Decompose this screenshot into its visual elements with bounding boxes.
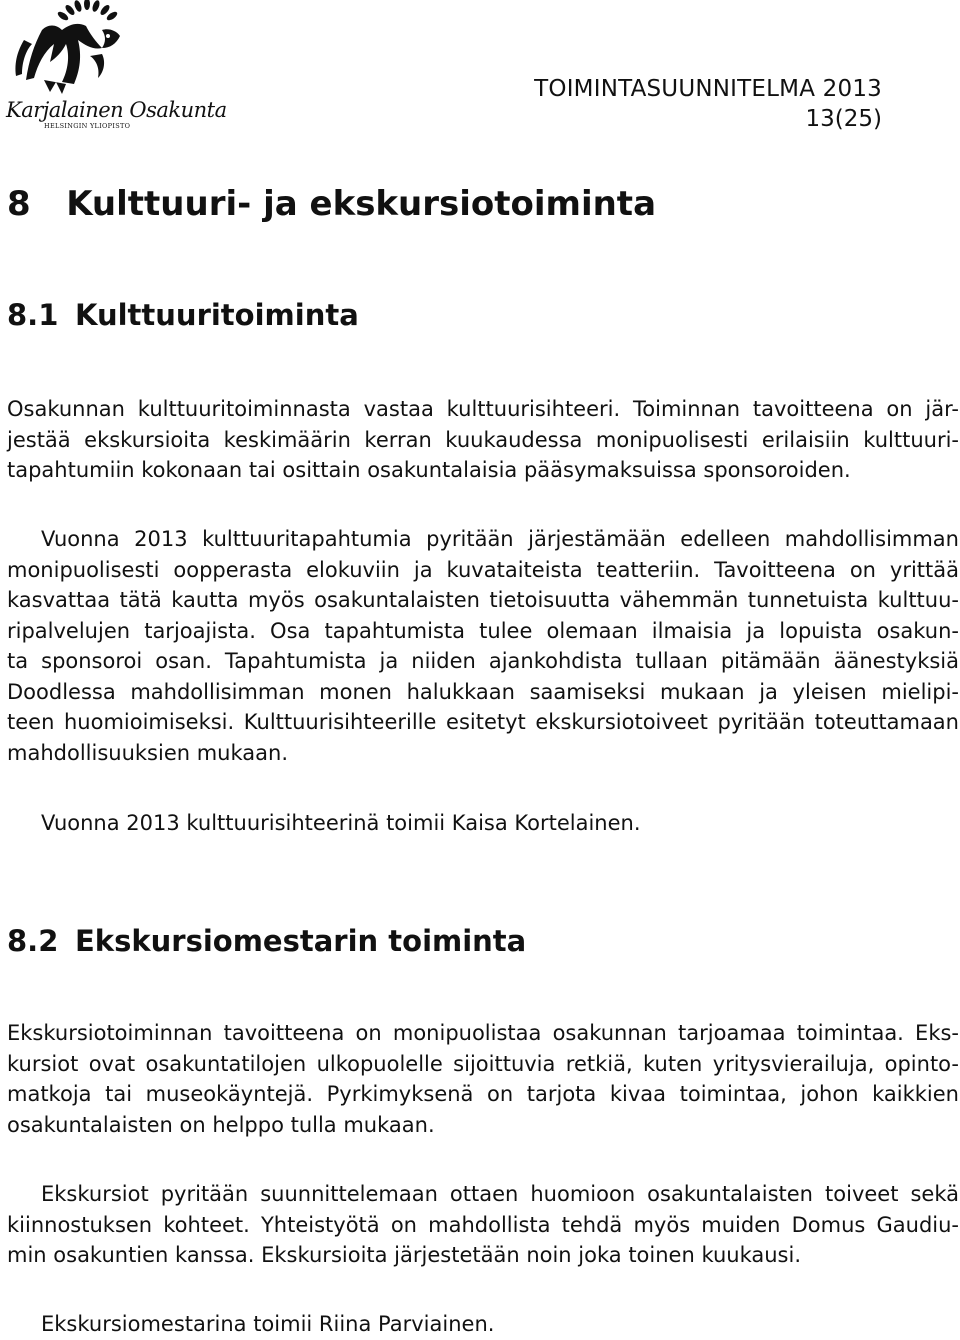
- paragraph-line: osakuntalaisten on helppo tulla mukaan.: [7, 1112, 435, 1137]
- section-8-number: 8: [7, 184, 31, 224]
- paragraph-line: kursiot ovat osakuntatilojen ulkopuolelle sijoittuvia retkiä, kuten yritysvierailuja, opinto-: [7, 1051, 959, 1076]
- paragraph-line: ta sponsoroi osan. Tapahtumista ja niiden ajankohdista tullaan pitämään äänestyksiä: [7, 649, 959, 673]
- paragraph-line: mahdollisuuksien mukaan.: [7, 740, 288, 765]
- paragraph-line: ripalvelujen tarjoajista. Osa tapahtumista tulee olemaan ilmaisia ja lopuista osakun-: [7, 618, 959, 643]
- document-title: TOIMINTASUUNNITELMA 2013: [534, 76, 882, 102]
- section-8-1-number: 8.1: [7, 298, 59, 332]
- section-8-2-paragraph-3: [7, 1309, 959, 1340]
- section-8-1-paragraph-2: [7, 524, 959, 768]
- section-8-1-paragraph-1: [7, 394, 959, 486]
- paragraph-line: tapahtumiin kokonaan tai osittain osakuntalaisia pääsymaksuissa sponsoroiden.: [7, 458, 851, 482]
- paragraph-line: Ekskursiotoiminnan tavoitteena on monipuolistaa osakunnan tarjoamaa toimintaa. Eks-: [7, 1021, 959, 1045]
- section-8-2-paragraph-1: [7, 1018, 959, 1140]
- logo-name-text: Karjalainen Osakunta: [6, 98, 227, 122]
- section-8-1-heading: [7, 298, 359, 332]
- paragraph-line: monipuolisesti oopperasta elokuviin ja kuvataiteista teatteriin. Tavoitteena on yrittää: [7, 557, 959, 582]
- paragraph-line: teen huomioimiseksi. Kulttuurisihteerille esitetyt ekskursiotoiveet pyritään toteuttamaan: [7, 710, 959, 734]
- paragraph-line: kiinnostuksen kohteet. Yhteistyötä on mahdollista tehdä myös muiden Domus Gaudiu-: [7, 1212, 959, 1237]
- section-8-2-paragraph-2: [7, 1179, 959, 1271]
- paragraph-line: Vuonna 2013 kulttuurisihteerinä toimii Kaisa Kortelainen.: [41, 811, 641, 835]
- logo-subtext: HELSINGIN YLIOPISTO: [44, 122, 131, 130]
- section-8-2-heading: [7, 924, 526, 958]
- section-8-heading: [7, 184, 656, 224]
- section-8-1-paragraph-3: [7, 808, 959, 839]
- section-8-2-number: 8.2: [7, 924, 59, 958]
- paragraph-line: Osakunnan kulttuuritoiminnasta vastaa kulttuurisihteeri. Toiminnan tavoitteena on jär-: [7, 397, 959, 421]
- paragraph-line: Ekskursiomestarina toimii Riina Parviainen.: [41, 1312, 495, 1336]
- organization-logo: [4, 0, 227, 135]
- paragraph-line: Vuonna 2013 kulttuuritapahtumia pyritään järjestämään edelleen mahdollisimman: [41, 527, 959, 551]
- section-8-title: Kulttuuri- ja ekskursiotoiminta: [66, 184, 657, 224]
- paragraph-line: Doodlessa mahdollisimman monen halukkaan saamiseksi mukaan ja yleisen mielipi-: [7, 679, 959, 704]
- section-8-1-title: Kulttuuritoiminta: [75, 298, 359, 332]
- section-8-2-title: Ekskursiomestarin toiminta: [75, 924, 527, 958]
- paragraph-line: matkoja tai museokäyntejä. Pyrkimyksenä on tarjota kivaa toimintaa, johon kaikkien: [7, 1082, 959, 1106]
- page-number: 13(25): [805, 106, 882, 132]
- logo-emblem-icon: [4, 0, 164, 100]
- paragraph-line: Ekskursiot pyritään suunnittelemaan ottaen huomioon osakuntalaisten toiveet sekä: [41, 1182, 959, 1206]
- paragraph-line: min osakuntien kanssa. Ekskursioita järjestetään noin joka toinen kuukausi.: [7, 1243, 802, 1267]
- paragraph-line: kasvattaa tätä kautta myös osakuntalaisten tietoisuutta vähemmän tunnetuista kulttuu-: [7, 588, 959, 612]
- paragraph-line: jestää ekskursioita keskimäärin kerran kuukaudessa monipuolisesti erilaisiin kulttuuri-: [7, 427, 959, 452]
